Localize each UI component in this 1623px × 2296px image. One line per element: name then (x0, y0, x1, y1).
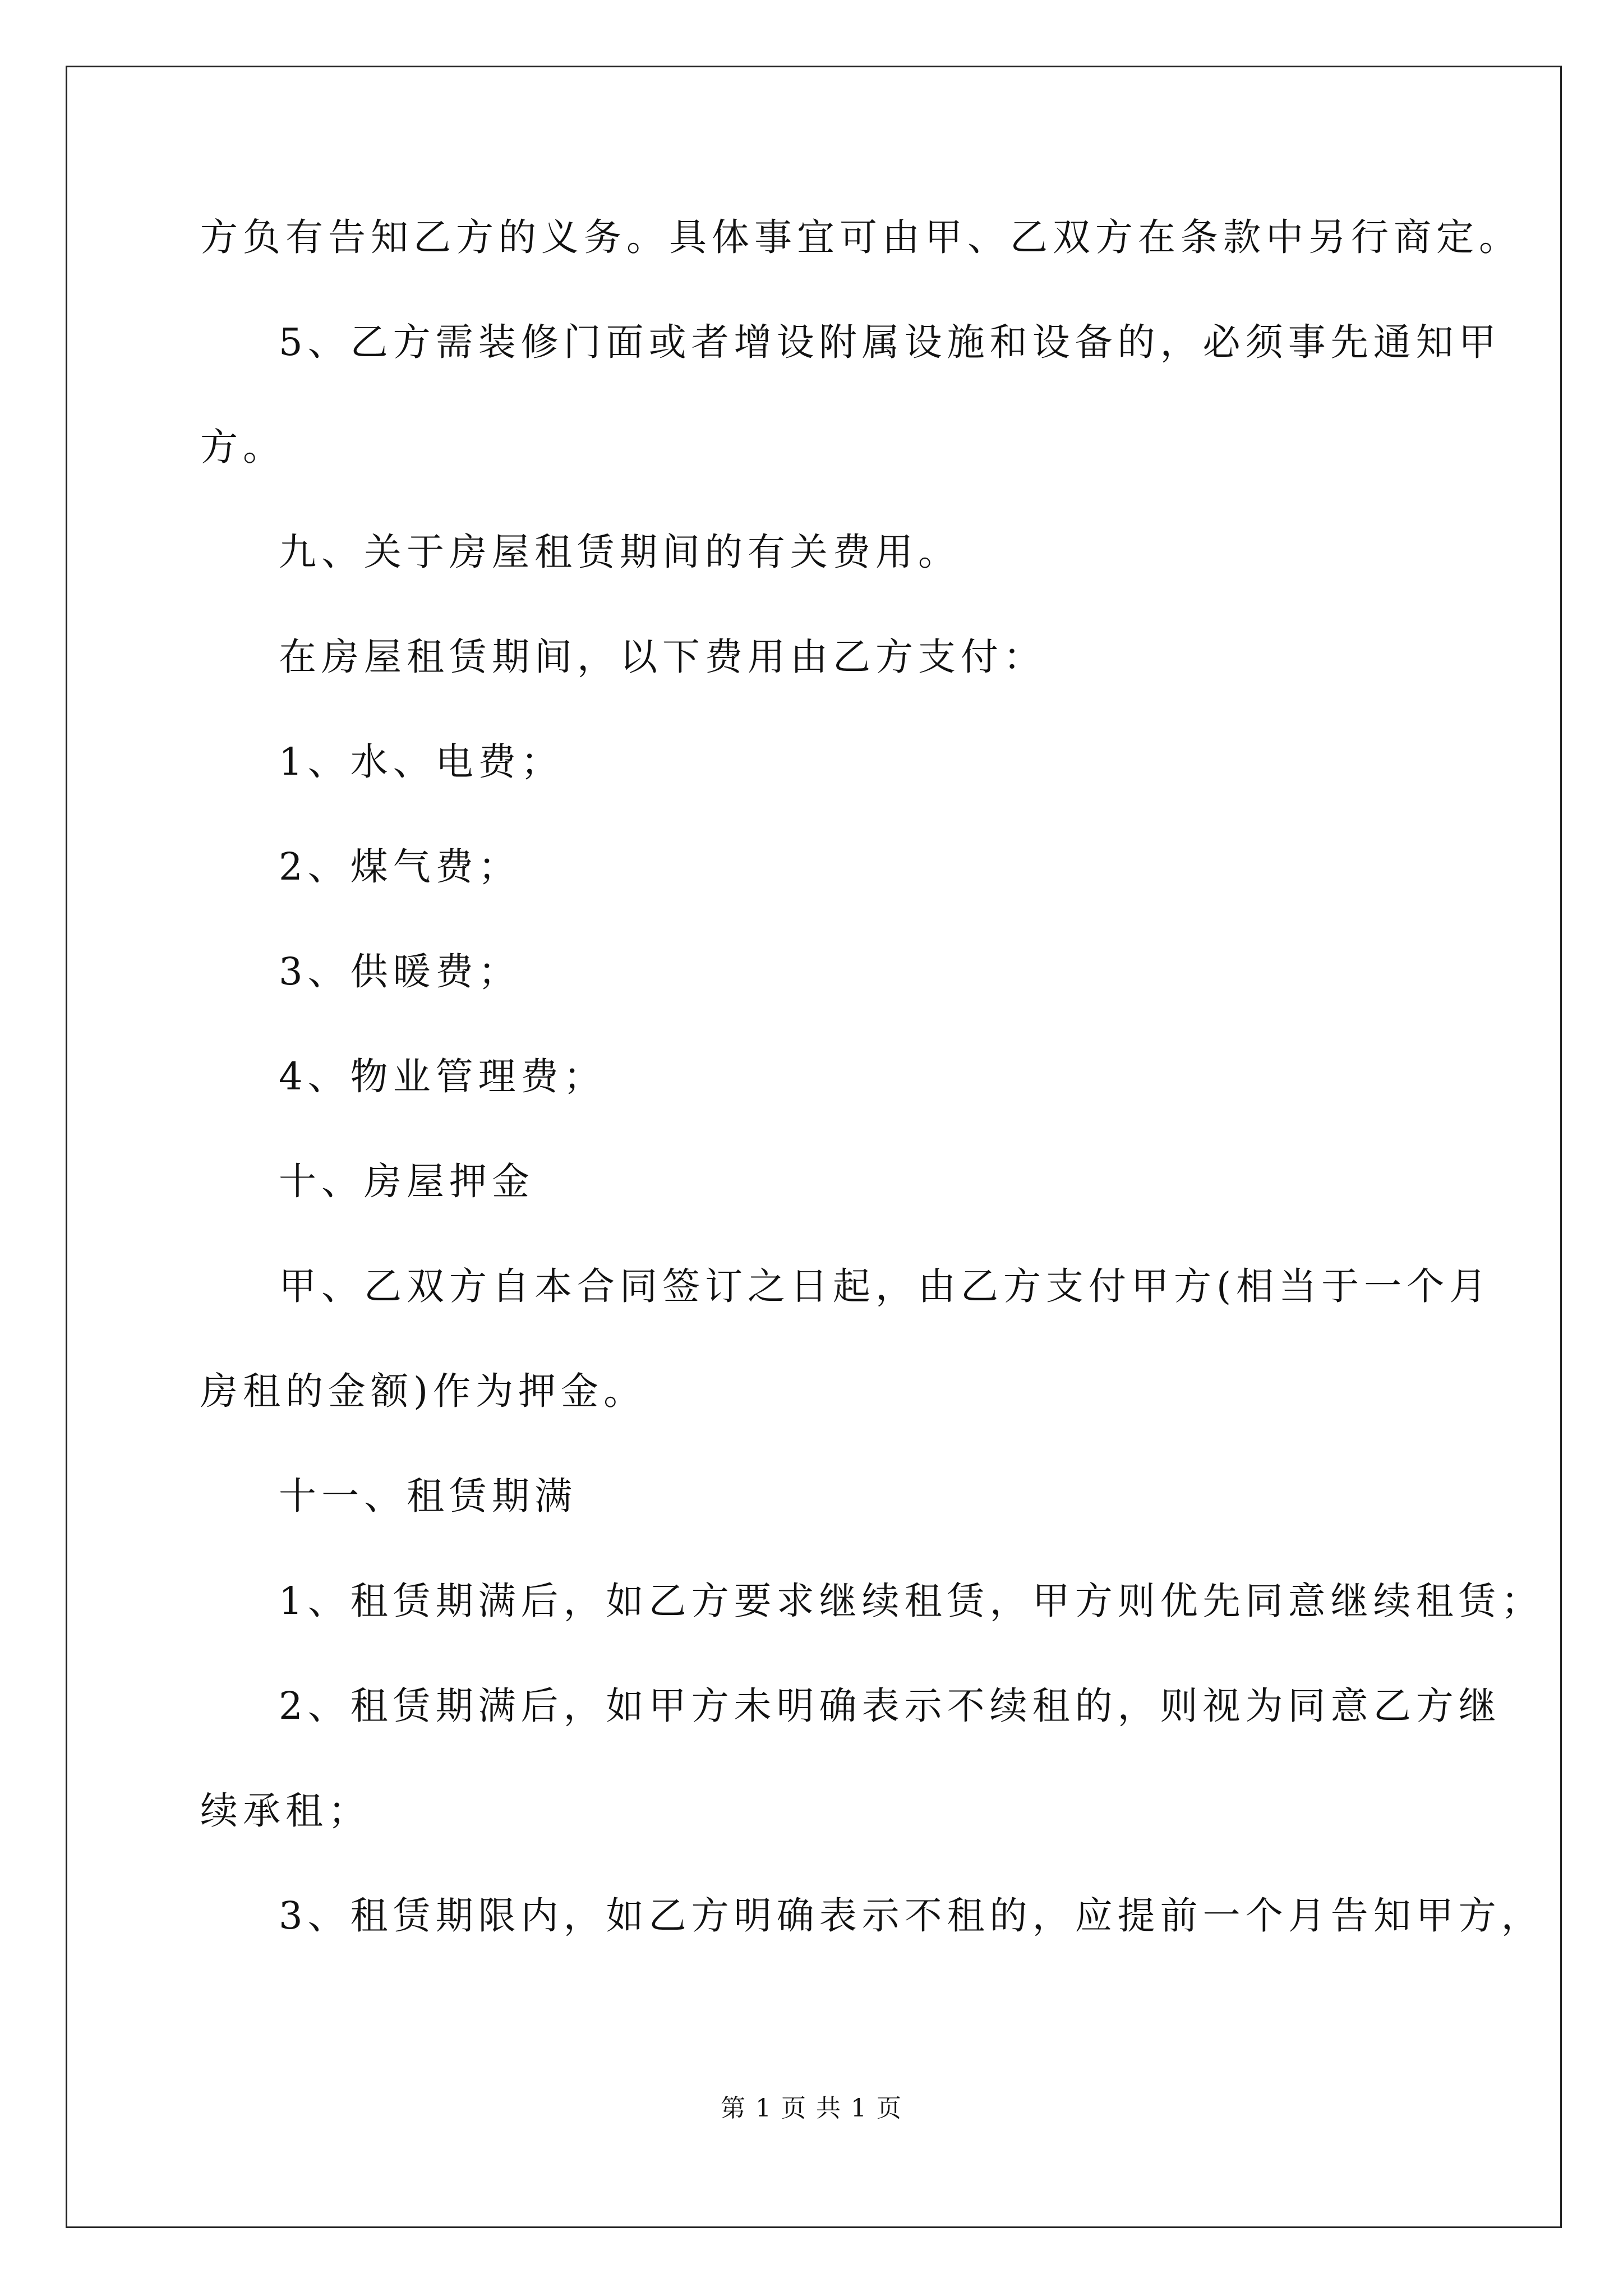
section-heading-10: 十、房屋押金 (279, 1159, 534, 1203)
text-line-11: 甲、乙双方自本合同签订之日起，由乙方支付甲方(相当于一个月 (279, 1264, 1492, 1308)
page-number: 第 1 页 共 1 页 (721, 2094, 902, 2123)
text-line-3: 方。 (200, 425, 285, 469)
section-heading-9: 九、关于房屋租赁期间的有关费用。 (279, 530, 961, 574)
list-item-1: 1、水、电费； (279, 740, 564, 784)
text-line-12: 房租的金额)作为押金。 (200, 1369, 647, 1413)
text-line-5: 在房屋租赁期间，以下费用由乙方支付： (279, 635, 1046, 679)
text-line-14: 1、租赁期满后，如乙方要求继续租赁，甲方则优先同意继续租赁； (279, 1579, 1544, 1623)
text-line-15: 2、租赁期满后，如甲方未明确表示不续租的，则视为同意乙方继 (279, 1684, 1501, 1728)
text-line-16: 续承租； (200, 1789, 371, 1833)
text-line-2: 5、乙方需装修门面或者增设附属设施和设备的，必须事先通知甲 (279, 320, 1501, 364)
list-item-2: 2、煤气费； (279, 845, 521, 889)
text-line-17: 3、租赁期限内，如乙方明确表示不租的，应提前一个月告知甲方， (279, 1894, 1544, 1938)
section-heading-11: 十一、租赁期满 (279, 1474, 577, 1518)
list-item-3: 3、供暖费； (279, 950, 521, 993)
text-line-1: 方负有告知乙方的义务。具体事宜可由甲、乙双方在条款中另行商定。 (200, 215, 1521, 259)
list-item-4: 4、物业管理费； (279, 1055, 606, 1098)
